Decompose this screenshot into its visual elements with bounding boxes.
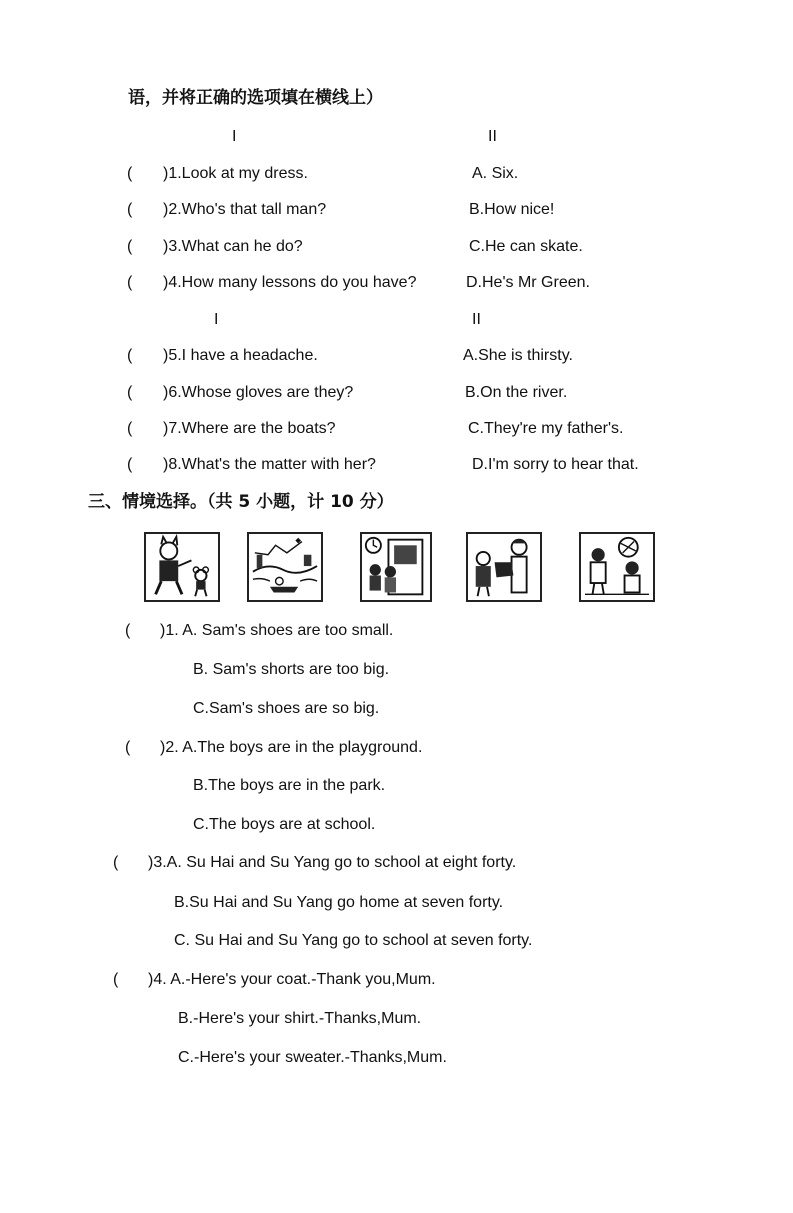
boys-with-ball-picture [579, 532, 655, 602]
answer-paren[interactable]: ( [127, 274, 133, 291]
answer-paren[interactable]: ( [127, 347, 133, 364]
option-c: C. Su Hai and Su Yang go to school at seven forty. [174, 932, 533, 949]
answer-paren[interactable]: ( [127, 456, 133, 473]
boat-on-river-icon [249, 534, 321, 600]
section-title: 三、情境选择。（共 5 小题，计 10 分） [88, 492, 394, 512]
option-text: D.He's Mr Green. [466, 274, 590, 291]
question-text: )5.I have a headache. [163, 347, 318, 364]
option-c: C.-Here's your sweater.-Thanks,Mum. [178, 1049, 447, 1066]
mother-giving-coat-picture [466, 532, 542, 602]
children-at-door-icon [362, 534, 430, 600]
question-text: )3.What can he do? [163, 238, 303, 255]
question-text: )2.Who's that tall man? [163, 201, 327, 218]
column-header-ii: II [472, 311, 481, 328]
option-c: C.Sam's shoes are so big. [193, 700, 380, 717]
option-b: B.Su Hai and Su Yang go home at seven forty. [174, 894, 504, 911]
question-stem: )1. A. Sam's shoes are too small. [160, 622, 394, 639]
children-at-door-picture [360, 532, 432, 602]
boat-on-river-picture [247, 532, 323, 602]
question-text: )6.Whose gloves are they? [163, 384, 354, 401]
answer-paren[interactable]: ( [113, 971, 119, 988]
answer-paren[interactable]: ( [125, 622, 131, 639]
option-text: B.On the river. [465, 384, 568, 401]
answer-paren[interactable]: ( [127, 201, 133, 218]
question-text: )7.Where are the boats? [163, 420, 336, 437]
answer-paren[interactable]: ( [127, 420, 133, 437]
question-stem: )4. A.-Here's your coat.-Thank you,Mum. [148, 971, 436, 988]
answer-paren[interactable]: ( [125, 739, 131, 756]
mother-giving-coat-icon [468, 534, 540, 600]
question-text: )8.What's the matter with her? [163, 456, 376, 473]
answer-paren[interactable]: ( [127, 384, 133, 401]
question-stem: )3.A. Su Hai and Su Yang go to school at eight forty. [148, 854, 517, 871]
option-c: C.The boys are at school. [193, 816, 376, 833]
question-text: )4.How many lessons do you have? [163, 274, 417, 291]
answer-paren[interactable]: ( [113, 854, 119, 871]
option-text: A. Six. [472, 165, 519, 182]
option-b: B. Sam's shorts are too big. [193, 661, 390, 678]
column-header-i: I [214, 311, 219, 328]
cat-and-mouse-icon [146, 534, 218, 600]
column-header-ii: II [488, 128, 497, 145]
option-text: C.He can skate. [469, 238, 583, 255]
option-text: B.How nice! [469, 201, 555, 218]
answer-paren[interactable]: ( [127, 238, 133, 255]
boys-with-ball-icon [581, 534, 653, 600]
option-b: B.-Here's your shirt.-Thanks,Mum. [178, 1010, 422, 1027]
column-header-i: I [232, 128, 237, 145]
question-text: )1.Look at my dress. [163, 165, 308, 182]
option-text: D.I'm sorry to hear that. [472, 456, 639, 473]
answer-paren[interactable]: ( [127, 165, 133, 182]
option-text: C.They're my father's. [468, 420, 624, 437]
question-stem: )2. A.The boys are in the playground. [160, 739, 423, 756]
option-text: A.She is thirsty. [463, 347, 573, 364]
cat-and-mouse-picture [144, 532, 220, 602]
option-b: B.The boys are in the park. [193, 777, 386, 794]
instruction-text: 语，并将正确的选项填在横线上） [128, 88, 383, 108]
